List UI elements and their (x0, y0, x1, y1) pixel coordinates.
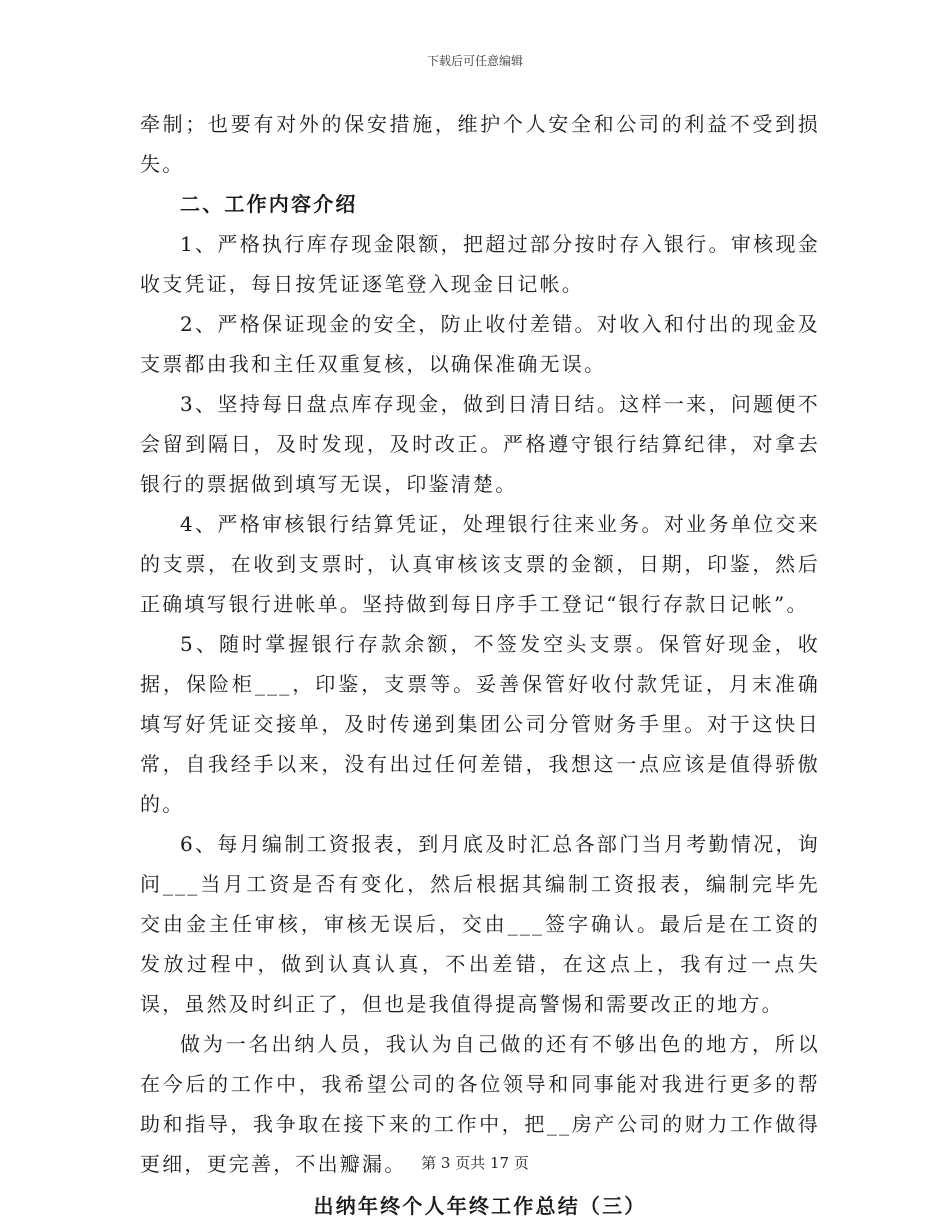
document-body (140, 104, 820, 1226)
paragraph-item-3: 3、坚持每日盘点库存现金，做到日清日结。这样一来，问题便不会留到隔日，及时发现，及时改正。严格遵守银行结算纪律，对拿去银行的票据做到填写无误，印鉴清楚。 (140, 392, 820, 496)
paragraph-item-6: 6、每月编制工资报表，到月底及时汇总各部门当月考勤情况，询问___当月工资是否有变化，然后根据其编制工资报表，编制完毕先交由金主任审核，审核无误后，交由___签字确认。最后是在工资的发放过程中，做到认真认真，不出差错，在这点上，我有过一点失误，虽然及时纠正了，但也是我值得提高警惕和需要改正的地方。 (140, 832, 820, 1016)
next-section-title: 出纳年终个人年终工作总结（三） (313, 1194, 647, 1218)
section-heading: 二、工作内容介绍 (180, 192, 358, 216)
paragraph-item-5: 5、随时掌握银行存款余额，不签发空头支票。保管好现金，收据，保险柜___，印鉴，支票等。妥善保管好收付款凭证，月末准确填写好凭证交接单，及时传递到集团公司分管财务手里。对于这快日常，自我经手以来，没有出过任何差错，我想这一点应该是值得骄傲的。 (140, 632, 820, 816)
paragraph-item-2: 2、严格保证现金的安全，防止收付差错。对收入和付出的现金及支票都由我和主任双重复核，以确保准确无误。 (140, 312, 820, 376)
header-note: 下载后可任意编辑 (426, 54, 523, 68)
paragraph-closing: 做为一名出纳人员，我认为自己做的还有不够出色的地方，所以在今后的工作中，我希望公司的各位领导和同事能对我进行更多的帮助和指导，我争取在接下来的工作中，把__房产公司的财力工作做得更细，更完善，不出瓣漏。 (140, 1032, 820, 1176)
paragraph-item-4: 4、严格审核银行结算凭证，处理银行往来业务。对业务单位交来的支票，在收到支票时，认真审核该支票的金额，日期，印鉴，然后正确填写银行进帐单。坚持做到每日序手工登记“银行存款日记帐”。 (140, 512, 820, 616)
page-number-footer: 第 3 页共 17 页 (421, 1154, 529, 1172)
paragraph-item-1: 1、严格执行库存现金限额，把超过部分按时存入银行。审核现金收支凭证，每日按凭证逐笔登入现金日记帐。 (140, 232, 820, 296)
paragraph-intro-tail: 牵制；也要有对外的保安措施，维护个人安全和公司的利益不受到损失。 (140, 112, 820, 176)
